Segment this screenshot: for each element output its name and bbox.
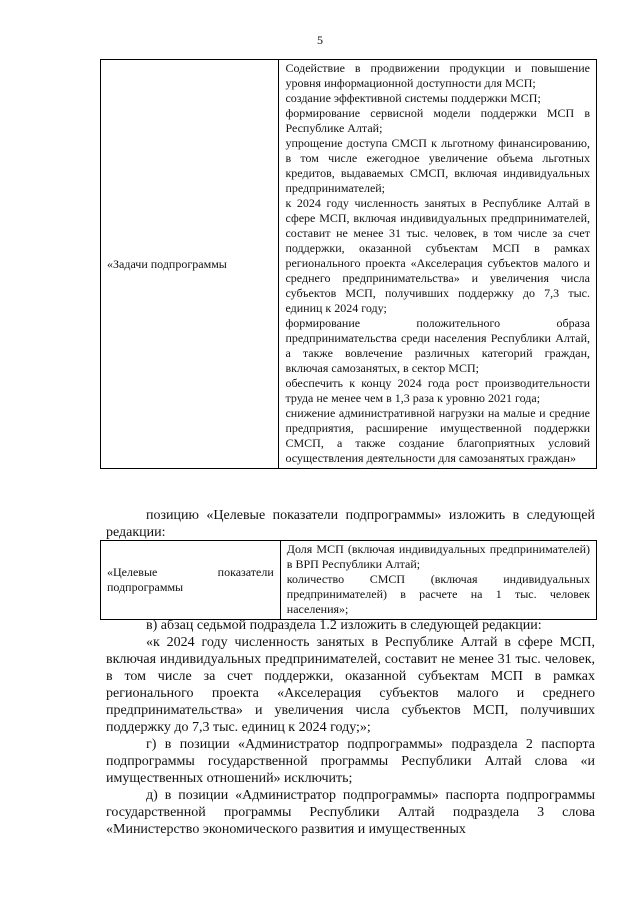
indicators-label-part: подпрограммы bbox=[107, 580, 184, 594]
tasks-label-cell bbox=[101, 60, 279, 469]
tasks-content-cell bbox=[279, 60, 597, 469]
body-text bbox=[106, 617, 595, 838]
paragraph: «к 2024 году численность занятых в Республике Алтай в сфере МСП, включая индивидуальных предпринимателей, составит не менее 31 тыс. человек, в том числе за счет поддержки, оказанной субъектам МСП в рамках регионального проекта «Акселерация субъектов малого и среднего предпринимательства» и увеличения числа субъектов МСП, получивших поддержку до 7,3 тыс. единиц к 2024 году;»; bbox=[106, 635, 595, 735]
page-number: 5 bbox=[317, 33, 323, 47]
task-item: создание эффективной системы поддержки МСП; bbox=[285, 91, 541, 105]
indicators-label-cell bbox=[101, 541, 281, 620]
table-row bbox=[101, 60, 597, 469]
paragraph: в) абзац седьмой подраздела 1.2 изложить в следующей редакции: bbox=[146, 618, 542, 633]
task-item: обеспечить к концу 2024 года рост производительности труда не менее чем в 1,3 раза к уровню 2021 года; bbox=[285, 376, 590, 405]
position-paragraph: позицию «Целевые показатели подпрограммы» изложить в следующей редакции: bbox=[106, 508, 595, 540]
paragraph: г) в позиции «Администратор подпрограммы» подраздела 2 паспорта подпрограммы государственной программы Республики Алтай слова «и имущественных отношений» исключить; bbox=[106, 737, 595, 786]
indicators-label-part: показатели bbox=[217, 565, 274, 579]
task-item: Содействие в продвижении продукции и повышение уровня информационной доступности для МСП; bbox=[285, 61, 590, 90]
task-item: формирование положительного образа предпринимательства среди населения Республики Алтай, а также вовлечение различных категорий граждан, включая самозанятых, в сектор МСП; bbox=[285, 316, 590, 375]
task-item: формирование сервисной модели поддержки МСП в Республике Алтай; bbox=[285, 106, 590, 135]
indicators-label-part: «Целевые bbox=[107, 565, 158, 579]
tasks-table bbox=[100, 59, 597, 469]
indicators-table bbox=[100, 540, 597, 620]
indicator-item: количество СМСП (включая индивидуальных предпринимателей) в расчете на 1 тыс. человек населения»; bbox=[286, 572, 590, 616]
task-item: упрощение доступа СМСП к льготному финансированию, в том числе ежегодное увеличение объема льготных кредитов, выдаваемых СМСП, включая индивидуальных предпринимателей; bbox=[285, 136, 590, 195]
tasks-label: «Задачи подпрограммы bbox=[107, 256, 227, 271]
indicators-content-cell bbox=[280, 541, 596, 620]
task-item: снижение административной нагрузки на малые и средние предприятия, расширение имущественной поддержки СМСП, а также создание благоприятных условий осуществления деятельности для самозанятых граждан» bbox=[285, 406, 590, 465]
indicator-item: Доля МСП (включая индивидуальных предпринимателей) в ВРП Республики Алтай; bbox=[286, 542, 590, 571]
table-row bbox=[101, 541, 597, 620]
task-item: к 2024 году численность занятых в Республике Алтай в сфере МСП, включая индивидуальных предпринимателей, составит не менее 31 тыс. человек, в том числе за счет поддержки, оказанной субъектам МСП в рамках регионального проекта «Акселерация субъектов малого и среднего предпринимательства» и увеличения числа субъектов МСП, получивших поддержку до 7,3 тыс. единиц к 2024 году; bbox=[285, 196, 590, 315]
paragraph: д) в позиции «Администратор подпрограммы» паспорта подпрограммы государственной программы Республики Алтай подраздела 3 слова «Министерство экономического развития и имущественных bbox=[106, 788, 595, 837]
